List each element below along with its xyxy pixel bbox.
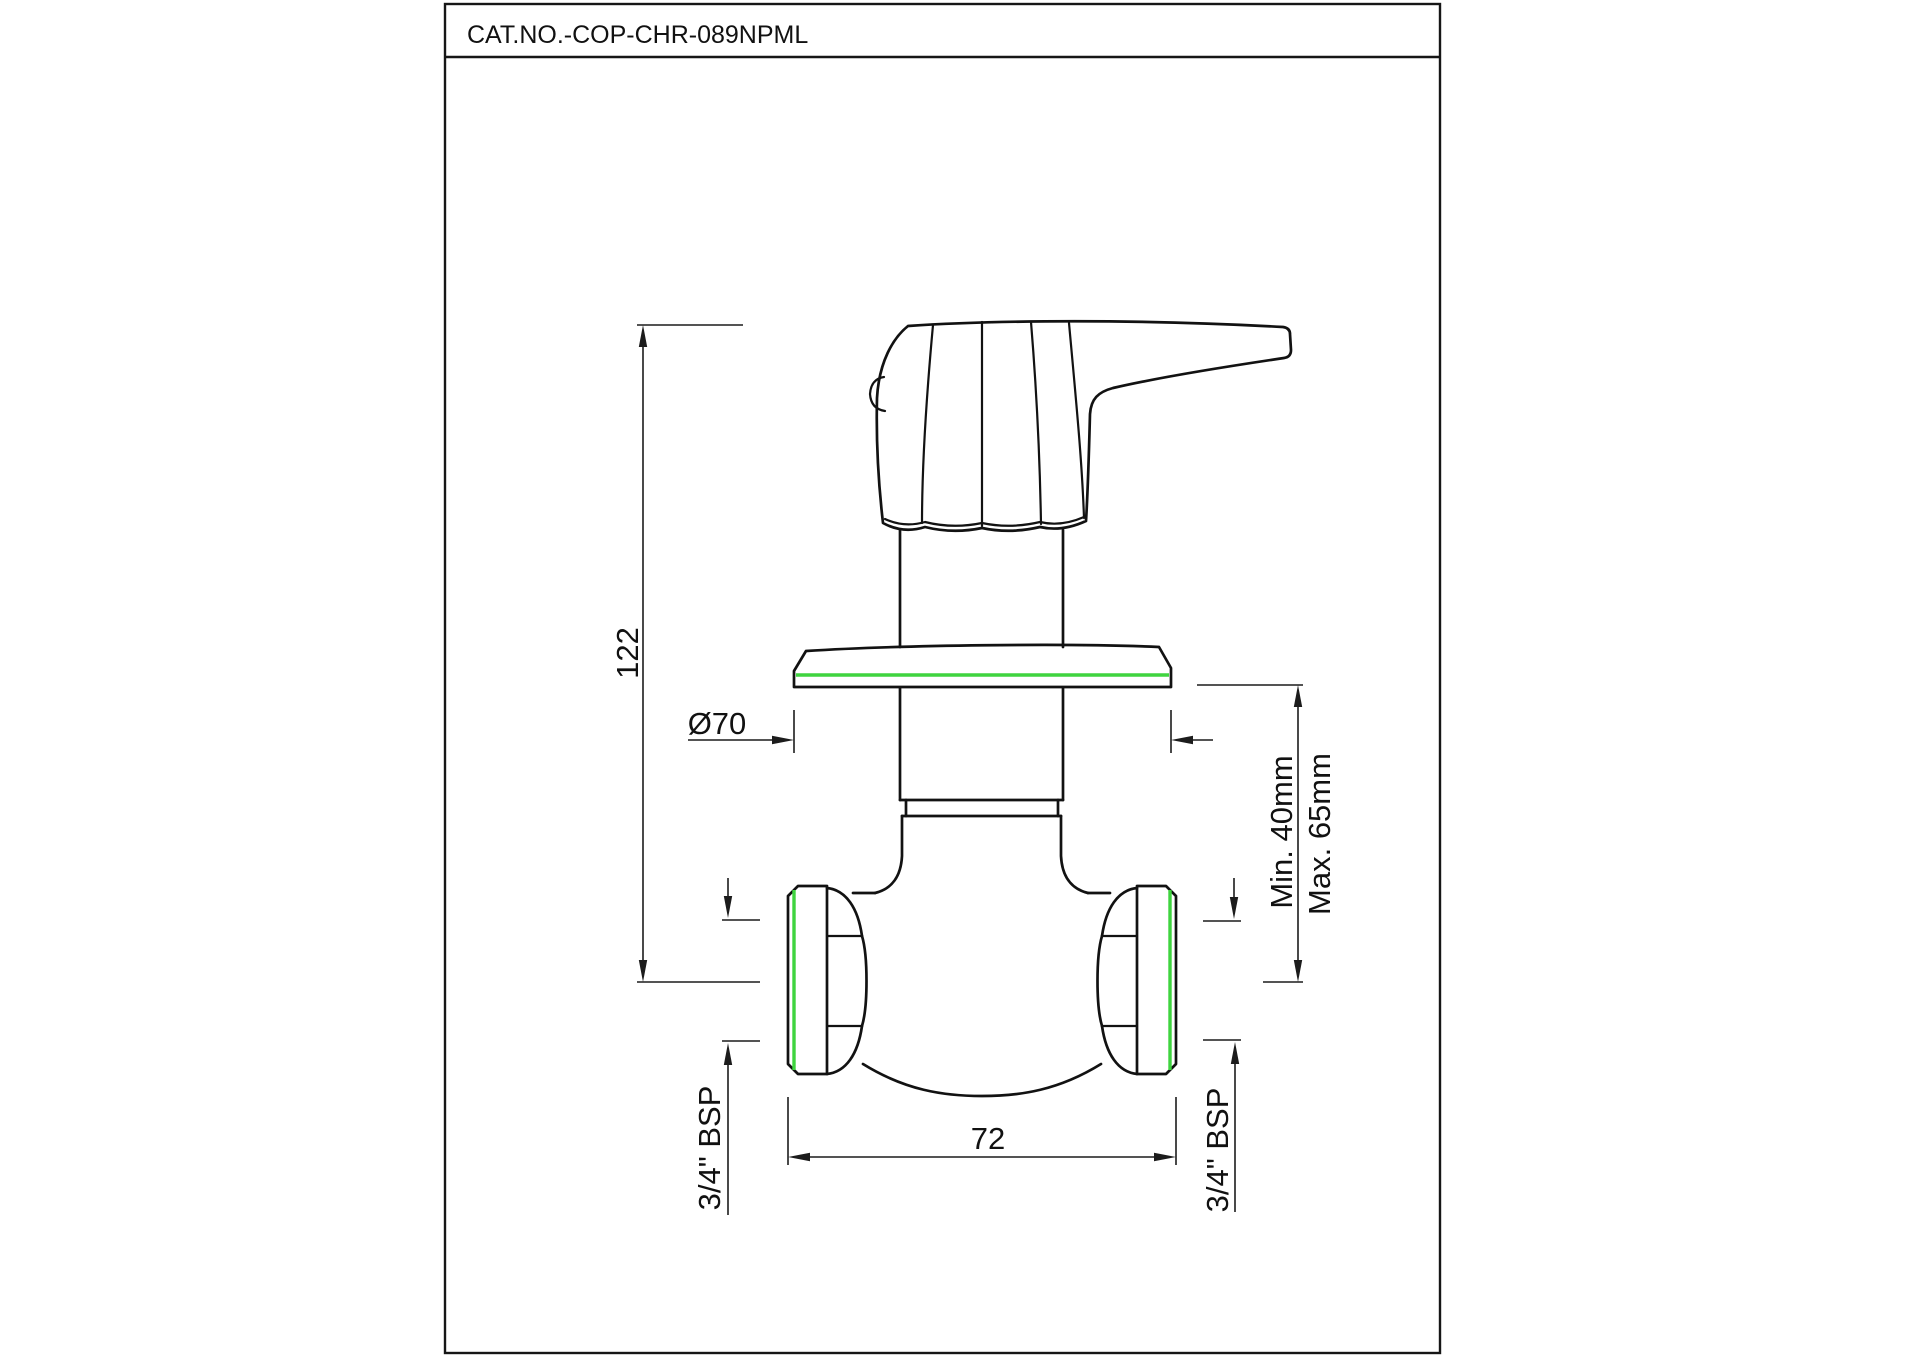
dimension-wall-depth xyxy=(1197,685,1337,982)
dimwall-arrow-up xyxy=(1294,685,1302,707)
end-cap-left xyxy=(788,886,827,1074)
dim70-arrow-right xyxy=(772,736,794,744)
hex-right-mid-curve xyxy=(1098,936,1103,1026)
dimension-thread-left xyxy=(692,1064,728,1215)
dim72-arrow-left xyxy=(788,1153,810,1161)
dim70-arrow-left xyxy=(1171,736,1193,744)
dim122-label: 122 xyxy=(610,627,645,679)
dimension-overall-height xyxy=(610,325,760,982)
dimwall-min-label: Min. 40mm xyxy=(1264,755,1299,909)
body-bottom-curve xyxy=(863,1064,1101,1096)
drawing-frame xyxy=(445,4,1440,1353)
hex-left-mid-curve xyxy=(862,936,867,1026)
dimension-body-width xyxy=(788,1097,1176,1165)
bsp-left-label: 3/4" BSP xyxy=(692,1085,727,1211)
dim122-arrow-down xyxy=(639,960,647,982)
hex-left-top-curve xyxy=(827,888,862,936)
neck-right xyxy=(1061,816,1088,893)
neck-left xyxy=(875,816,902,893)
dimension-flange-diameter xyxy=(688,706,1213,753)
knob-flute-line-1 xyxy=(922,325,933,523)
hex-left-bottom-curve xyxy=(827,1026,862,1074)
wall-upper-right-arrow xyxy=(1230,897,1238,919)
bsp-right-label: 3/4" BSP xyxy=(1200,1087,1235,1213)
dimwall-max-label: Max. 65mm xyxy=(1302,753,1337,915)
end-cap-right xyxy=(1137,886,1176,1074)
knob-flute-line-4 xyxy=(1069,323,1084,518)
wall-flange xyxy=(794,645,1171,687)
knob-scallop-edge xyxy=(885,517,1084,526)
dim122-arrow-up xyxy=(639,325,647,347)
hex-right-bottom-curve xyxy=(1102,1026,1137,1074)
catalog-number-text: CAT.NO.-COP-CHR-089NPML xyxy=(467,21,809,49)
dim72-arrow-right xyxy=(1154,1153,1176,1161)
hex-nut-left xyxy=(827,888,867,1074)
wall-surface-markers xyxy=(722,878,1241,1065)
wall-upper-left-arrow xyxy=(724,896,732,918)
hex-nut-right xyxy=(1098,888,1138,1074)
wall-lower-right-arrow xyxy=(1231,1042,1239,1064)
handle-assembly xyxy=(870,321,1291,531)
dimension-thread-right xyxy=(1200,1063,1235,1212)
knob-flute-line-3 xyxy=(1031,322,1041,524)
border-rect xyxy=(445,4,1440,1353)
dimwall-arrow-down xyxy=(1294,960,1302,982)
dim70-label: Ø70 xyxy=(687,706,747,741)
valve-body xyxy=(788,530,1176,1096)
hex-right-top-curve xyxy=(1102,888,1137,936)
dim72-label: 72 xyxy=(970,1121,1006,1156)
wall-lower-left-arrow xyxy=(724,1043,732,1065)
